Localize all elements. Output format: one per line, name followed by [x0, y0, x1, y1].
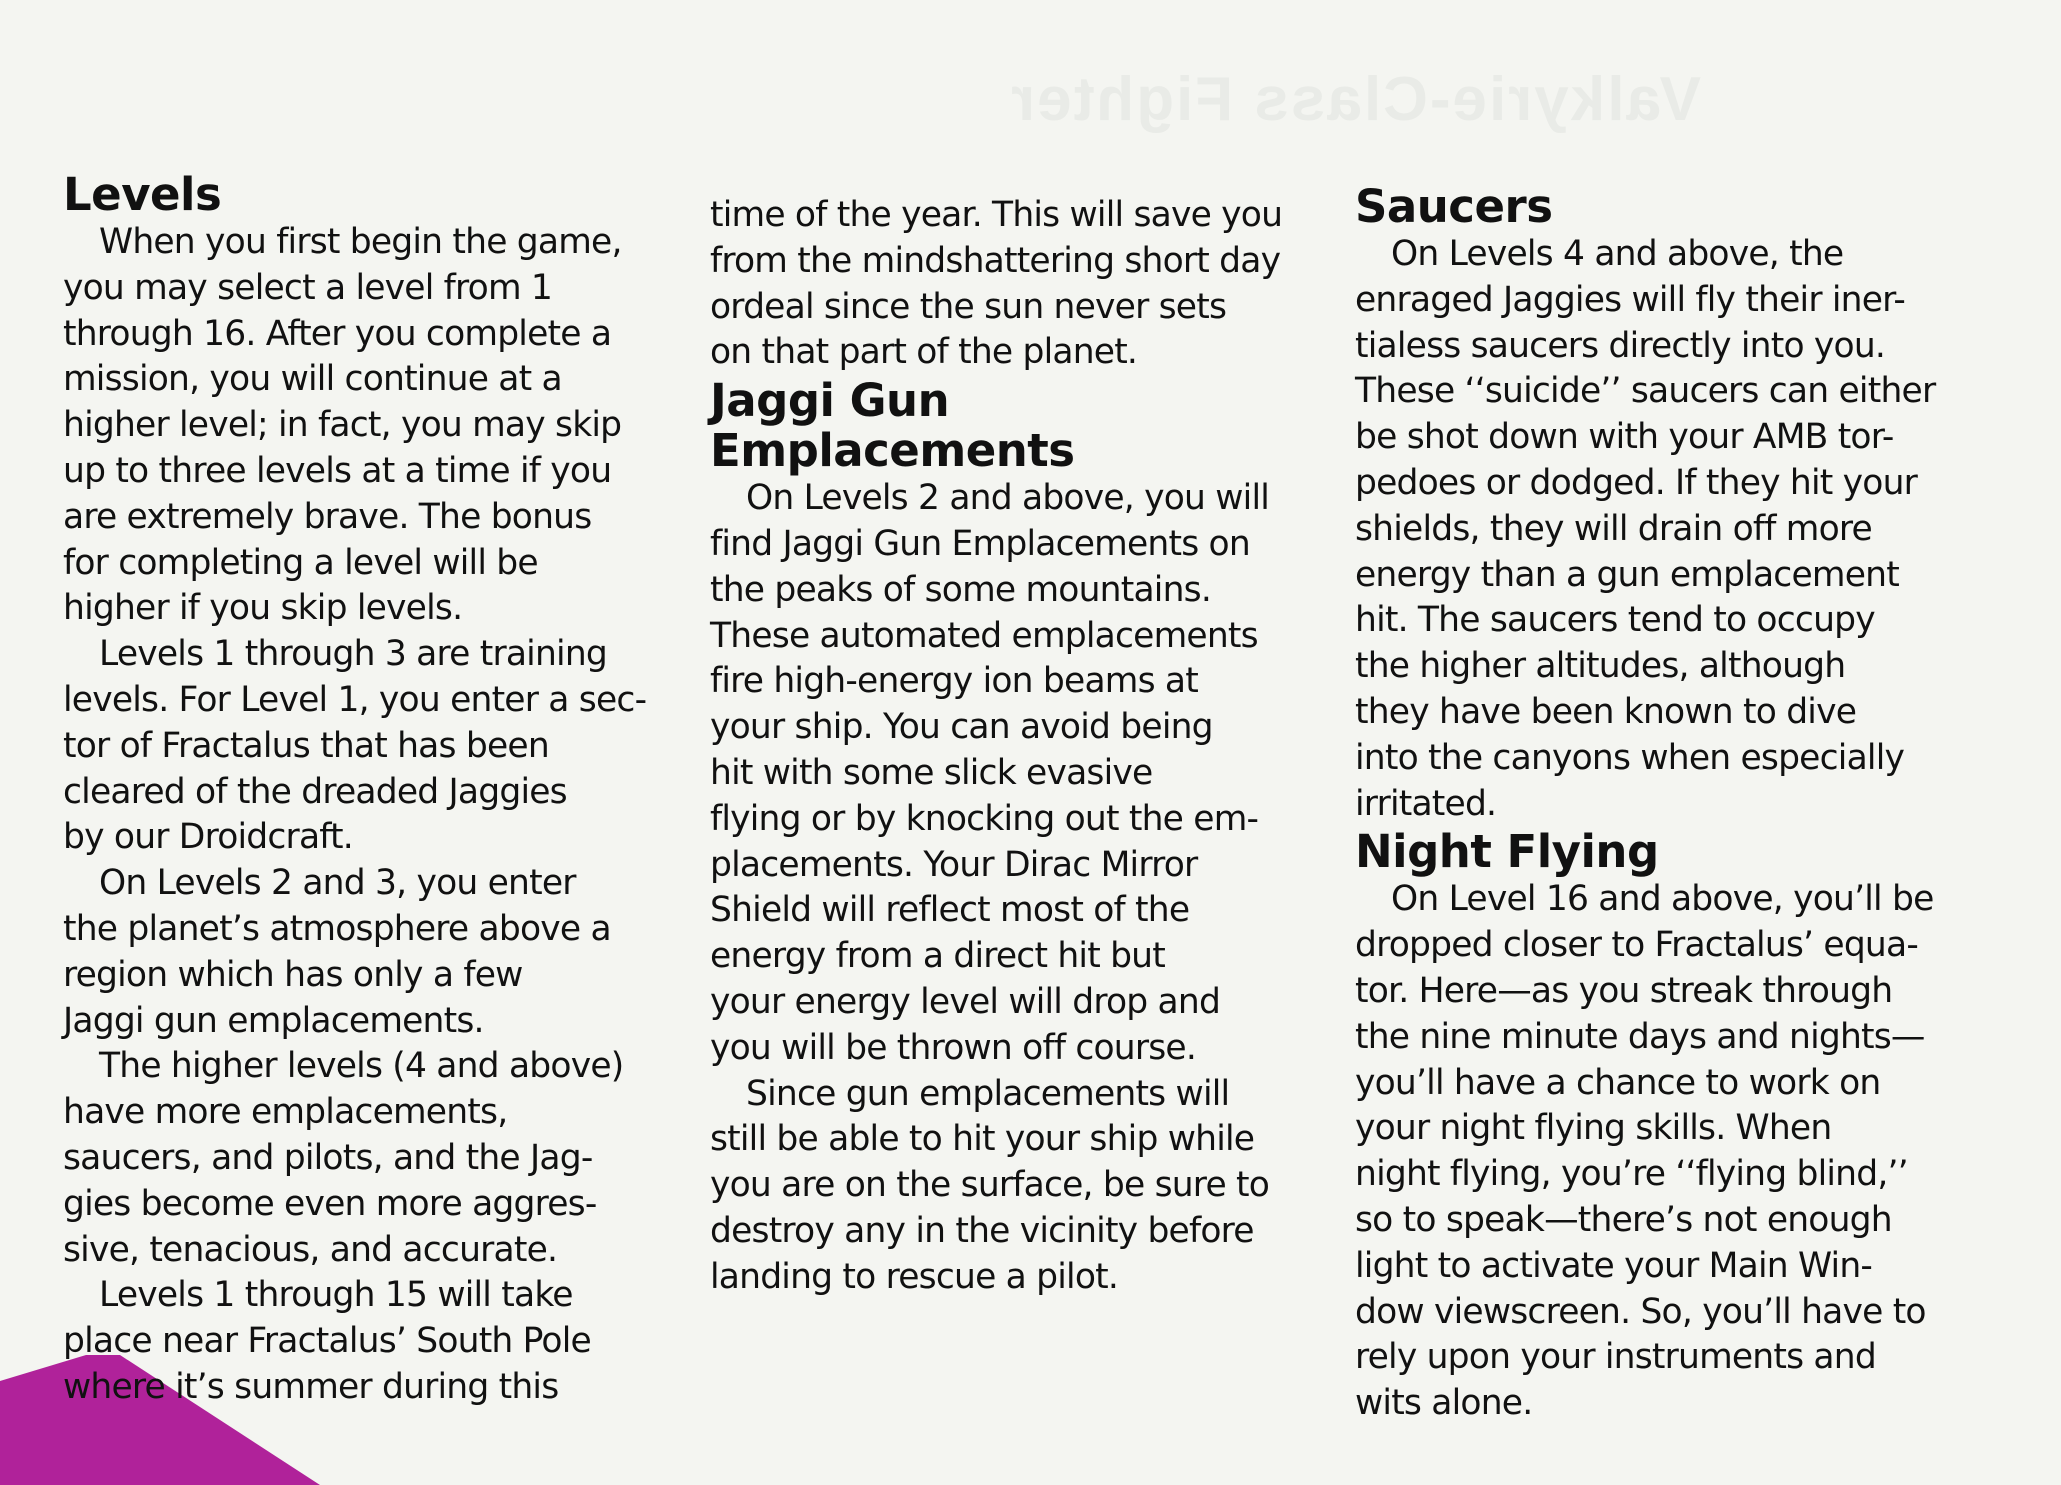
- levels-paragraph-5: Levels 1 through 15 will take place near Fractalus’ South Pole where it’s summer during this: [63, 1275, 591, 1407]
- column-saucers-night-flying: [1355, 182, 1975, 1427]
- levels-continued-paragraph: time of the year. This will save you from the mindshattering short day ordeal since the sun never sets on that part of the planet.: [710, 195, 1283, 373]
- heading-saucers: Saucers: [1355, 180, 1553, 233]
- heading-jaggi-gun-line2: Emplacements: [710, 424, 1075, 478]
- emplacements-paragraph-1: On Levels 2 and above, you will find Jaggi Gun Emplacements on the peaks of some mountains. These automated emplacements fire high-energy ion beams at your ship. You can avoid being hit with some slick evasive flying or by knocking out the em- placements. Your Dirac Mirror Shield will reflect most of the energy from a direct hit but your energy level will drop and you will be thrown off course.: [710, 478, 1270, 1068]
- levels-paragraph-2: Levels 1 through 3 are training levels. For Level 1, you enter a sec- tor of Fractalus that has been cleared of the dreaded Jaggies by our Droidcraft.: [63, 634, 647, 858]
- background-show-through-title: Valkyrie-Class Fighter: [1009, 65, 1701, 134]
- heading-jaggi-gun-line1: Jaggi Gun: [710, 374, 950, 428]
- levels-paragraph-4: The higher levels (4 and above) have more emplacements, saucers, and pilots, and the Jag- gies become even more aggres- sive, tenacious, and accurate.: [63, 1046, 624, 1270]
- emplacements-paragraph-2: Since gun emplacements will still be able to hit your ship while you are on the surface, be sure to destroy any in the vicinity before landing to rescue a pilot.: [710, 1073, 1270, 1297]
- column-gun-emplacements: [710, 193, 1315, 1301]
- heading-levels: Levels: [63, 168, 222, 221]
- heading-night-flying: Night Flying: [1355, 825, 1659, 879]
- night-flying-paragraph: On Level 16 and above, you’ll be dropped closer to Fractalus’ equa- tor. Here—as you streak through the nine minute days and nights— you’ll have a chance to work on your night flying skills. When night flying, you’re ‘‘flying blind,’’ so to speak—there’s not enough light to activate your Main Win- dow viewscreen. So, you’ll have to rely upon your instruments and wits alone.: [1355, 879, 1934, 1424]
- levels-paragraph-3: On Levels 2 and 3, you enter the planet’s atmosphere above a region which has only a few Jaggi gun emplacements.: [63, 863, 611, 1041]
- saucers-paragraph: On Levels 4 and above, the enraged Jaggies will fly their iner- tialess saucers directly into you. These ‘‘suicide’’ saucers can either be shot down with your AMB tor- pedoes or dodged. If they hit your shields, they will drain off more energy than a gun emplacement hit. The saucers tend to occupy the higher altitudes, although they have been known to dive into the canyons when especially irritated.: [1355, 234, 1936, 824]
- column-levels: [63, 170, 668, 1411]
- levels-paragraph-1: When you first begin the game, you may select a level from 1 through 16. After you complete a mission, you will continue at a higher level; in fact, you may skip up to three levels at a time if you are extremely brave. The bonus for completing a level will be higher if you skip levels.: [63, 222, 622, 629]
